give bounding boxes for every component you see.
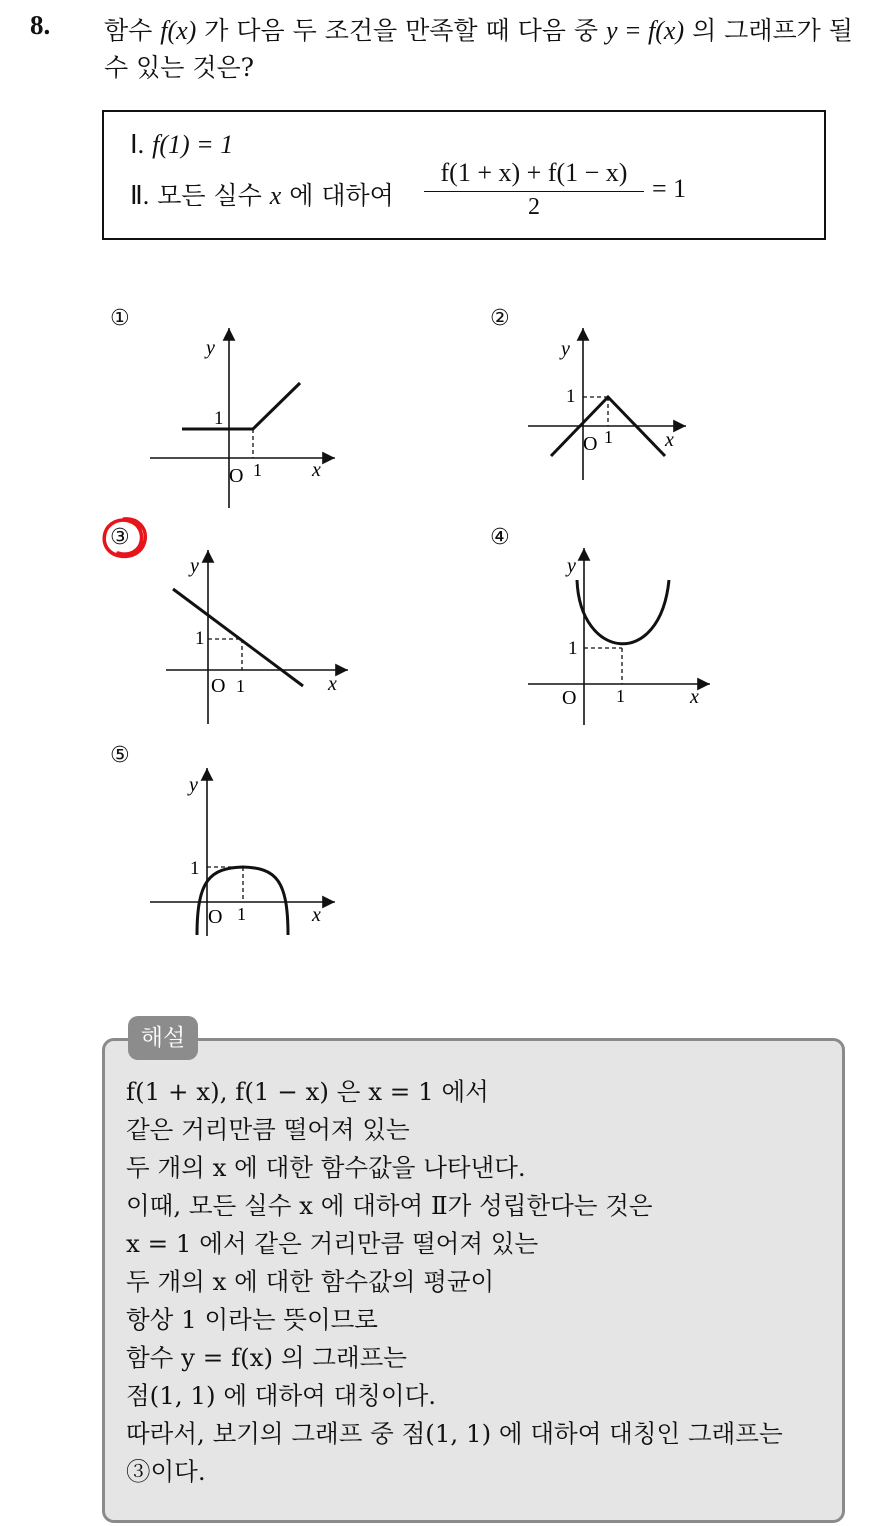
solution-line: 함수 y = f(x) 의 그래프는 [126, 1343, 407, 1372]
choice-3-label[interactable]: ③ [110, 525, 130, 550]
y-tick-label: 1 [190, 858, 200, 879]
conditions-box [102, 110, 826, 240]
condition-two-text: 모든 실수 [157, 181, 270, 210]
fraction-denominator: 2 [528, 194, 540, 220]
condition-two-text2: 에 대하여 [281, 181, 394, 210]
x-tick-label: 1 [604, 427, 613, 447]
solution-line: f(1 + x), f(1 − x) 은 x = 1 에서 [126, 1077, 489, 1106]
solution-line: 두 개의 x 에 대한 함수값의 평균이 [126, 1267, 495, 1296]
x-tick-label: 1 [237, 904, 246, 924]
question-number: 8. [30, 10, 51, 40]
y-label: y [561, 338, 570, 360]
condition-two [130, 176, 394, 212]
function-curve [173, 589, 303, 686]
choice-5-graph [140, 760, 350, 940]
y-label: y [189, 774, 198, 796]
question-fx: f(x) [160, 16, 197, 45]
x-label: x [312, 459, 321, 481]
fraction-rhs: = 1 [652, 174, 687, 203]
condition-two-label: Ⅱ. [130, 181, 150, 210]
x-tick-label: 1 [616, 686, 625, 706]
solution-tag: 해설 [128, 1016, 198, 1060]
choice-5-label[interactable]: ⑤ [110, 743, 130, 768]
choice-4-graph [520, 540, 720, 730]
solution-line: ③이다. [126, 1457, 206, 1486]
origin-label: O [208, 906, 223, 928]
y-label: y [190, 555, 199, 577]
solution-line: 이때, 모든 실수 x 에 대하여 Ⅱ가 성립한다는 것은 [126, 1191, 653, 1220]
condition-one [130, 130, 233, 160]
function-curve [182, 383, 300, 429]
question-text-a: 함수 [104, 16, 161, 45]
y-label: y [567, 555, 576, 577]
choice-3-graph [150, 542, 370, 732]
origin-label: O [583, 433, 598, 455]
condition-two-x: x [269, 181, 282, 210]
x-label: x [690, 686, 699, 708]
condition-fraction [424, 158, 644, 221]
choice-1-graph [140, 320, 360, 515]
x-label: x [312, 904, 321, 926]
x-tick-label: 1 [253, 460, 262, 480]
solution-text [126, 1073, 836, 1491]
choice-2-label[interactable]: ② [490, 306, 510, 331]
question-y-eq-fx: y = f(x) [605, 16, 685, 45]
y-tick-label: 1 [568, 638, 578, 659]
y-tick-label: 1 [214, 408, 224, 429]
solution-line: 점(1, 1) 에 대하여 대칭이다. [126, 1381, 437, 1410]
y-tick-label: 1 [195, 628, 205, 649]
choice-2-graph [520, 320, 720, 490]
solution-line: 따라서, 보기의 그래프 중 점(1, 1) 에 대하여 대칭인 그래프는 [126, 1419, 783, 1448]
question-text [104, 12, 874, 86]
x-label: x [328, 673, 337, 695]
choice-4-label[interactable]: ④ [490, 525, 510, 550]
fraction-numerator: f(1 + x) + f(1 − x) [440, 158, 628, 187]
solution-line: x = 1 에서 같은 거리만큼 떨어져 있는 [126, 1229, 539, 1258]
x-label: x [665, 429, 674, 451]
question-text-c: 의 그래프가 될 수 있는 것은? [104, 16, 853, 82]
solution-line: 두 개의 x 에 대한 함수값을 나타낸다. [126, 1153, 526, 1182]
x-tick-label: 1 [236, 676, 245, 696]
question-text-b: 가 다음 두 조건을 만족할 때 다음 중 [196, 16, 606, 45]
function-curve [577, 580, 669, 644]
condition-one-label: Ⅰ. [130, 130, 145, 159]
choice-1-label[interactable]: ① [110, 306, 130, 331]
condition-one-math: f(1) = 1 [152, 130, 234, 159]
origin-label: O [211, 675, 226, 697]
solution-line: 같은 거리만큼 떨어져 있는 [126, 1115, 410, 1144]
y-tick-label: 1 [566, 386, 576, 407]
origin-label: O [562, 687, 577, 709]
origin-label: O [229, 465, 244, 487]
y-label: y [206, 337, 215, 359]
solution-line: 항상 1 이라는 뜻이므로 [126, 1305, 378, 1334]
